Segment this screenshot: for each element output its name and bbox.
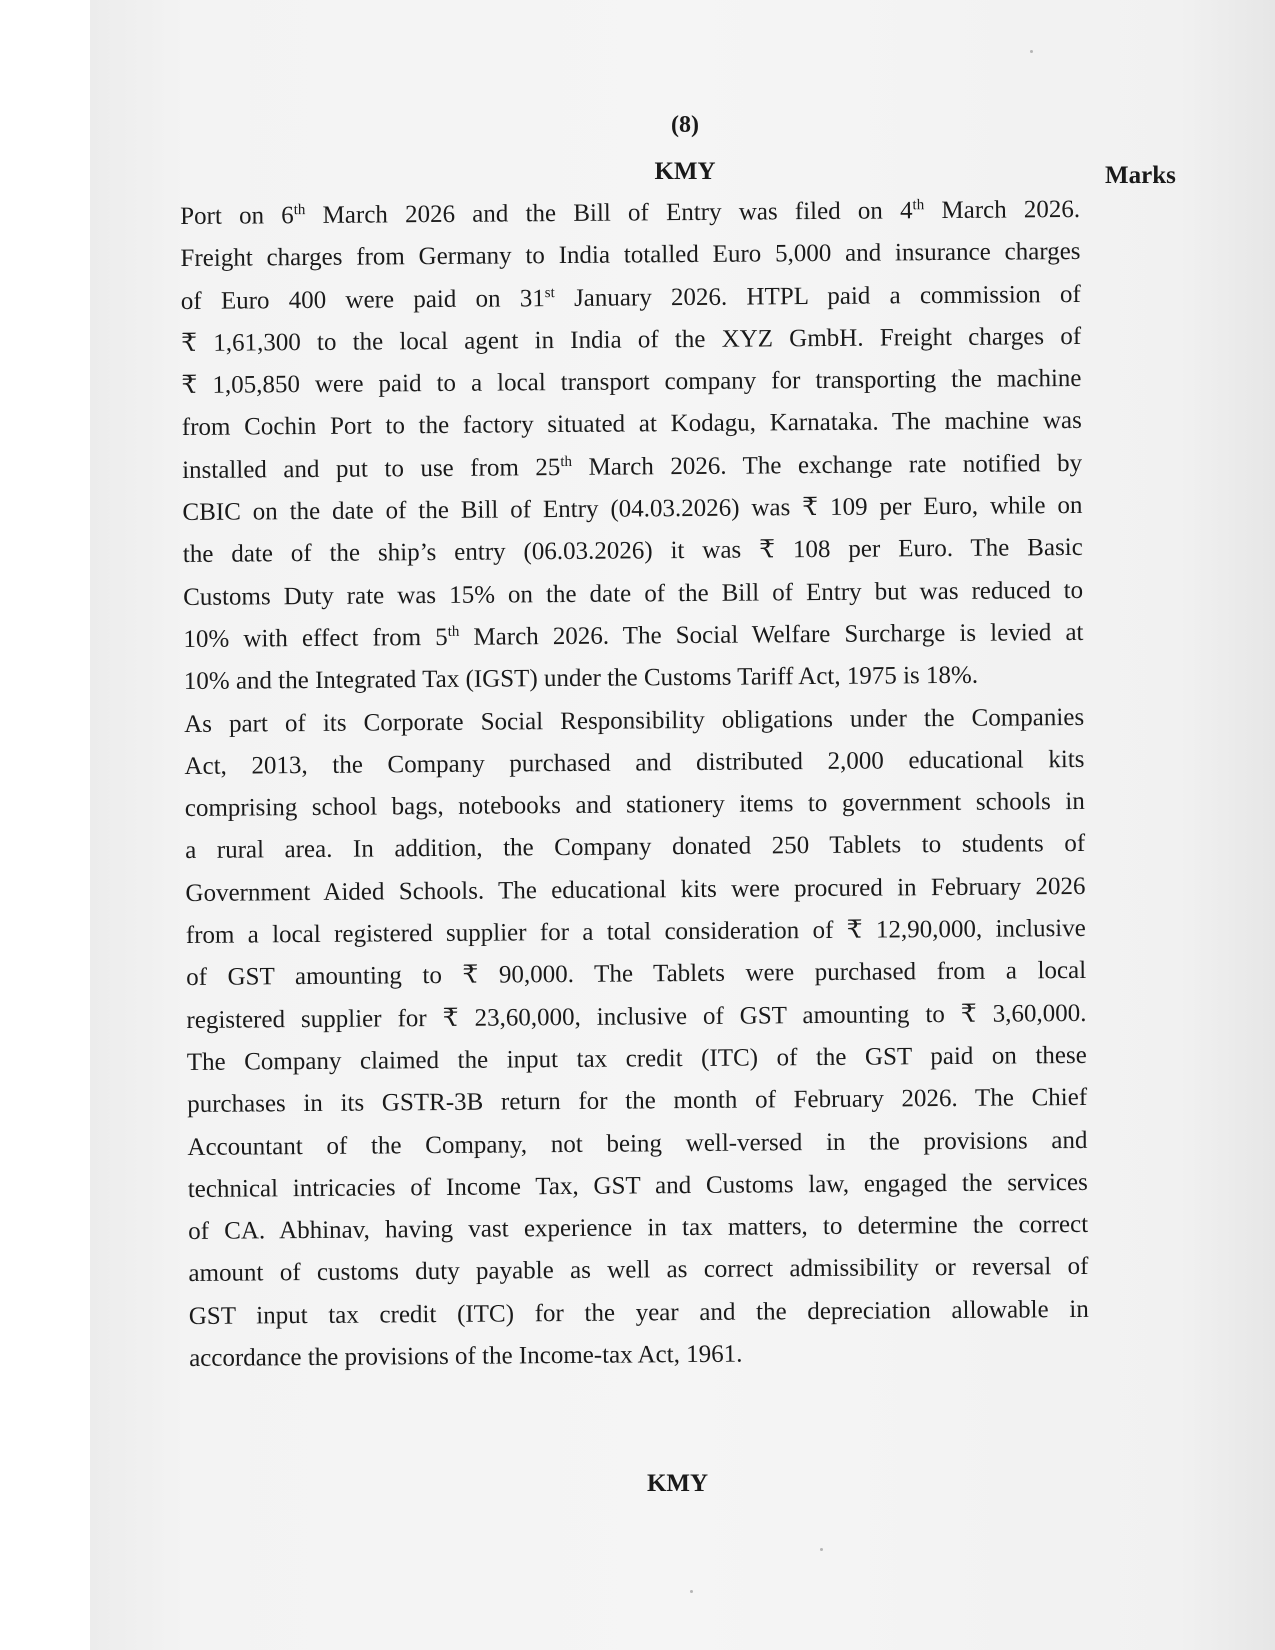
text-line: purchases in its GSTR-3B return for the month of February 2026. The Chief [187, 1084, 1088, 1119]
scan-speck [820, 1548, 823, 1551]
text-line: accordance the provisions of the Income-tax Act, 1961. [189, 1340, 743, 1372]
text-line: Freight charges from Germany to India totalled Euro 5,000 and insurance charges [180, 238, 1081, 273]
text-line: Customs Duty rate was 15% on the date of the Bill of Entry but was reduced to [183, 576, 1084, 611]
scan-speck [1030, 50, 1033, 53]
text-line: the date of the ship’s entry (06.03.2026) it was ₹ 108 per Euro. The Basic [182, 534, 1083, 569]
text-line: ₹ 1,05,850 were paid to a local transport company for transporting the machine [181, 365, 1082, 400]
footer-code: KMY [646, 1470, 709, 1497]
text-line: registered supplier for ₹ 23,60,000, inclusive of GST amounting to ₹ 3,60,000. [186, 999, 1087, 1034]
text-line: Government Aided Schools. The educational kits were procured in February 2026 [185, 872, 1086, 907]
text-line: 10% with effect from 5th March 2026. The Social Welfare Surcharge is levied at [183, 618, 1084, 653]
text-line: installed and put to use from 25th March 2026. The exchange rate notified by [182, 449, 1083, 484]
page-margin [0, 0, 90, 1650]
text-line: Port on 6th March 2026 and the Bill of Entry was filed on 4th March 2026. [180, 195, 1081, 230]
text-line: technical intricacies of Income Tax, GST and Customs law, engaged the services [187, 1168, 1088, 1203]
marks-column-label: Marks [1105, 162, 1176, 189]
text-line: from a local registered supplier for a total consideration of ₹ 12,90,000, inclusive [185, 914, 1086, 950]
text-line: a rural area. In addition, the Company donated 250 Tablets to students of [185, 830, 1086, 865]
text-line: comprising school bags, notebooks and stationery items to government schools in [184, 788, 1085, 823]
text-line: The Company claimed the input tax credit (ITC) of the GST paid on these [186, 1041, 1087, 1076]
text-line: amount of customs duty payable as well as correct admissibility or reversal of [188, 1253, 1089, 1288]
text-line: CBIC on the date of the Bill of Entry (04.03.2026) was ₹ 109 per Euro, while on [182, 492, 1083, 527]
scan-speck [690, 1590, 693, 1593]
text-line: Accountant of the Company, not being well-versed in the provisions and [187, 1126, 1088, 1161]
text-line: 10% and the Integrated Tax (IGST) under the Customs Tariff Act, 1975 is 18%. [183, 662, 979, 696]
text-line: As part of its Corporate Social Responsibility obligations under the Companies [184, 703, 1085, 738]
text-line: from Cochin Port to the factory situated at Kodagu, Karnataka. The machine was [181, 407, 1082, 442]
text-line: GST input tax credit (ITC) for the year and the depreciation allowable in [188, 1295, 1089, 1330]
text-line: ₹ 1,61,300 to the local agent in India of the XYZ GmbH. Freight charges of [181, 322, 1082, 357]
header-code: KMY [654, 158, 716, 185]
question-body-text [180, 189, 1089, 1380]
text-line: of CA. Abhinav, having vast experience in tax matters, to determine the correct [188, 1211, 1089, 1246]
page-number: (8) [671, 112, 699, 138]
text-line: of GST amounting to ₹ 90,000. The Tablets were purchased from a local [186, 957, 1087, 992]
text-line: of Euro 400 were paid on 31st January 2026. HTPL paid a commission of [180, 280, 1081, 315]
text-line: Act, 2013, the Company purchased and distributed 2,000 educational kits [184, 745, 1085, 780]
